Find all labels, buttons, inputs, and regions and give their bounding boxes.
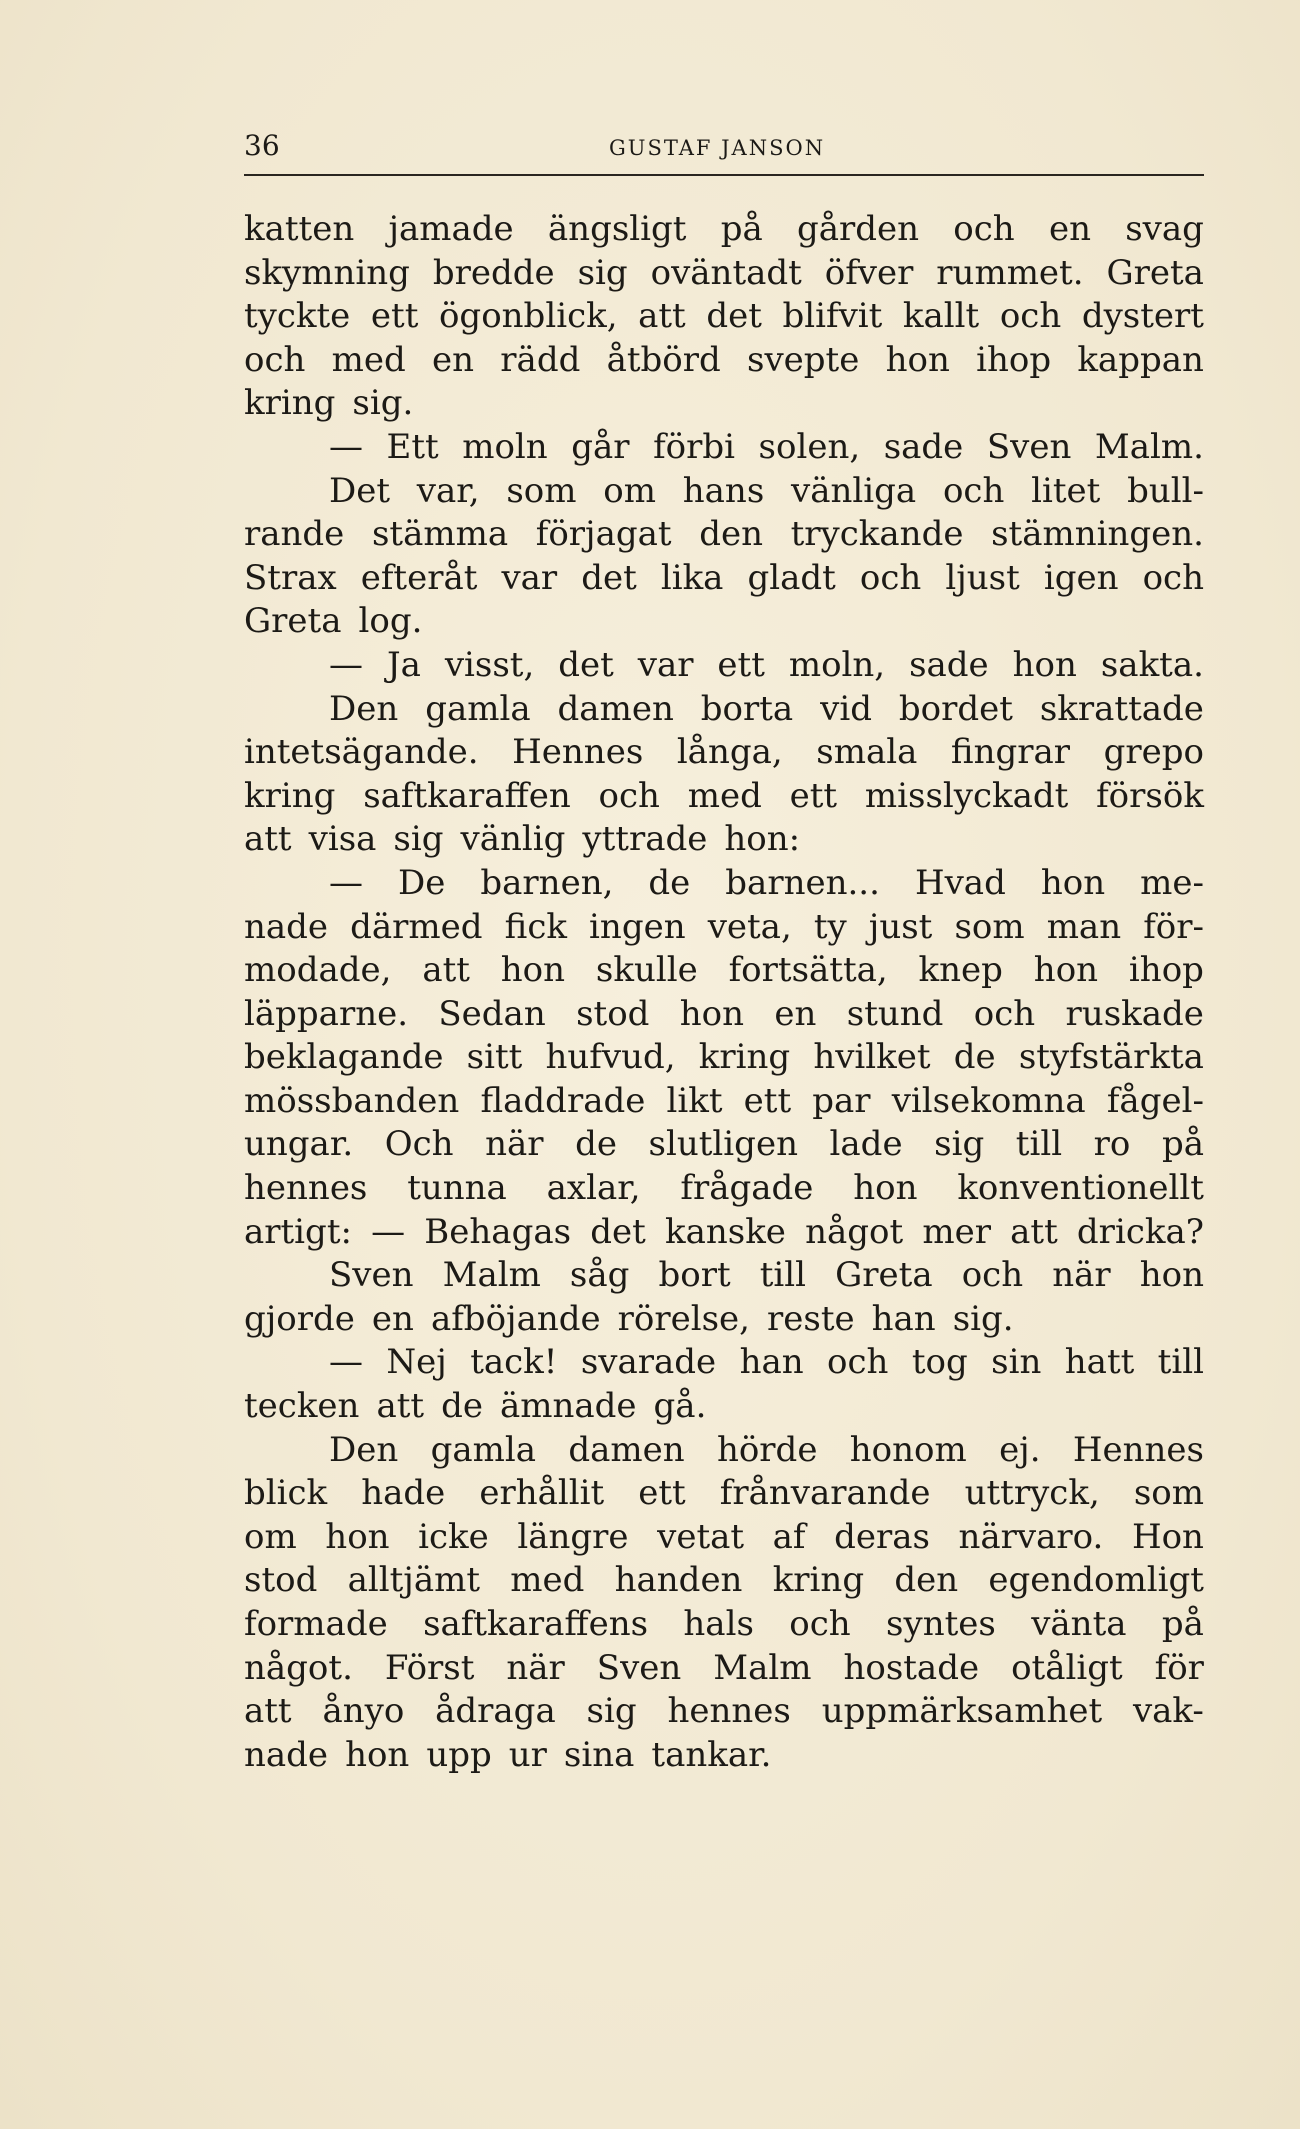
text-line: Sven Malm såg bort till Greta och när hon <box>329 1255 1204 1296</box>
text-line: att ånyo ådraga sig hennes uppmärksamhet vak- <box>244 1691 1204 1732</box>
text-line: mössbanden fladdrade likt ett par vilsekomna fågel- <box>244 1080 1204 1121</box>
text-line: stod alltjämt med handen kring den egendomligt <box>244 1560 1204 1601</box>
text-line: Den gamla damen borta vid bordet skrattade <box>329 688 1204 729</box>
text-line: tyckte ett ögonblick, att det blifvit kallt och dystert <box>244 296 1204 337</box>
page-number: 36 <box>244 129 280 162</box>
text-line: artigt: — Behagas det kanske något mer att dricka? <box>244 1211 1204 1252</box>
text-line: kring saftkaraffen och med ett misslyckadt försök <box>244 775 1204 816</box>
text-line: rande stämma förjagat den tryckande stämningen. <box>244 514 1204 555</box>
text-line: ungar. Och när de slutligen lade sig till ro på <box>244 1124 1204 1165</box>
text-line: formade saftkaraffens hals och syntes vänta på <box>244 1604 1204 1644</box>
header-rule <box>244 174 1204 176</box>
text-line: blick hade erhållit ett frånvarande uttryck, som <box>244 1473 1204 1514</box>
text-line: Det var, som om hans vänliga och litet bull- <box>329 470 1204 511</box>
text-line: skymning bredde sig oväntadt öfver rummet. Greta <box>244 252 1204 293</box>
text-line: katten jamade ängsligt på gården och en svag <box>244 209 1204 249</box>
text-line: beklagande sitt hufvud, kring hvilket de styfstärkta <box>244 1037 1204 1078</box>
text-line: något. Först när Sven Malm hostade otåligt för <box>244 1647 1204 1688</box>
text-line: modade, att hon skulle fortsätta, knep hon ihop <box>244 950 1204 991</box>
text-line: och med en rädd åtbörd svepte hon ihop kappan <box>244 339 1204 380</box>
text-line: Greta log. <box>244 601 423 642</box>
text-line: — De barnen, de barnen... Hvad hon me- <box>329 862 1204 903</box>
text-line: tecken att de ämnade gå. <box>244 1386 707 1427</box>
text-line: läpparne. Sedan stod hon en stund och ruskade <box>244 993 1204 1034</box>
running-head: GUSTAF JANSON <box>609 136 826 160</box>
text-line: nade därmed fick ingen veta, ty just som man för- <box>244 906 1204 947</box>
text-line: att visa sig vänlig yttrade hon: <box>244 819 801 860</box>
text-line: hennes tunna axlar, frågade hon konventionellt <box>244 1168 1204 1209</box>
text-line: intetsägande. Hennes långa, smala fingrar grepo <box>244 732 1204 773</box>
text-line: — Nej tack! svarade han och tog sin hatt till <box>329 1342 1204 1383</box>
text-line: kring sig. <box>244 383 414 424</box>
page-header <box>244 128 1204 168</box>
body-text <box>244 208 1204 1777</box>
text-line: gjorde en afböjande rörelse, reste han sig. <box>244 1298 1014 1339</box>
text-line: om hon icke längre vetat af deras närvaro. Hon <box>244 1516 1204 1557</box>
text-line: — Ja visst, det var ett moln, sade hon sakta. <box>329 644 1204 685</box>
text-line: Strax efteråt var det lika gladt och ljust igen och <box>244 557 1204 598</box>
text-line: nade hon upp ur sina tankar. <box>244 1734 772 1775</box>
text-line: — Ett moln går förbi solen, sade Sven Malm. <box>329 426 1204 467</box>
text-line: Den gamla damen hörde honom ej. Hennes <box>329 1429 1204 1470</box>
